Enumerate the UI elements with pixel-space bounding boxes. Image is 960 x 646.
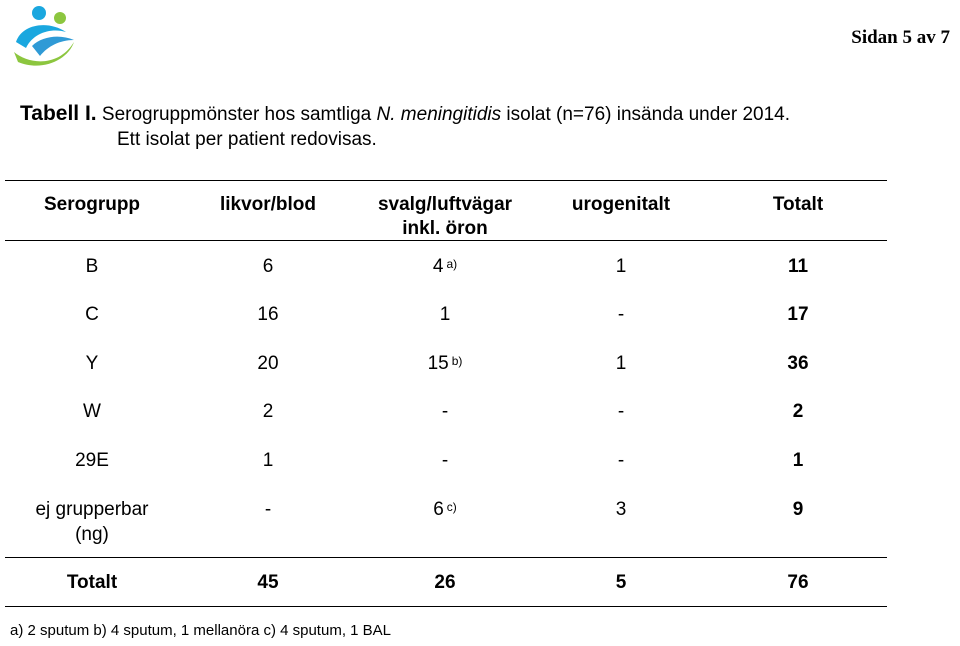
totals-top-rule <box>5 557 887 558</box>
cell-uro: - <box>617 401 625 422</box>
cell-svalg <box>355 352 535 376</box>
caption-label: Tabell I. <box>20 102 97 125</box>
cell-svalg <box>355 255 535 279</box>
cell-svalg-value: 15 <box>427 353 449 374</box>
table-bottom-rule <box>5 606 887 607</box>
cell-svalg-value: 6 <box>433 499 444 520</box>
cell-likvor: 16 <box>257 304 279 325</box>
caption-line-2: Ett isolat per patient redovisas. <box>117 129 377 150</box>
caption-italic: N. meningitidis <box>376 104 502 125</box>
cell-uro: 3 <box>615 499 627 520</box>
cell-svalg: - <box>441 401 449 422</box>
cell-total: 17 <box>787 304 809 325</box>
cell-likvor: 6 <box>262 256 274 277</box>
header-inkl-oron: inkl. öron <box>402 218 488 239</box>
totals-likvor: 45 <box>257 572 279 593</box>
cell-likvor: 2 <box>262 401 274 422</box>
cell-serogrupp: C <box>85 304 99 325</box>
caption-text-2: isolat (n=76) insända under 2014. <box>501 104 791 125</box>
cell-uro: - <box>617 450 625 471</box>
header-serogrupp: Serogrupp <box>43 194 141 215</box>
totals-total: 76 <box>787 572 809 593</box>
cell-likvor: 1 <box>262 450 274 471</box>
header-urogenitalt: urogenitalt <box>571 194 671 215</box>
cell-serogrupp: ej grupperbar <box>35 499 149 520</box>
cell-total: 36 <box>787 353 809 374</box>
cell-uro: - <box>617 304 625 325</box>
footnote-ref: b) <box>451 354 463 368</box>
table-top-rule <box>5 180 887 181</box>
totals-svalg: 26 <box>434 572 456 593</box>
header-svalg-luftvagar: svalg/luftvägar <box>377 194 513 215</box>
cell-likvor: - <box>264 499 272 520</box>
cell-svalg: 1 <box>439 304 451 325</box>
totals-uro: 5 <box>615 572 627 593</box>
header-likvor-blod: likvor/blod <box>219 194 317 215</box>
cell-uro: 1 <box>615 353 627 374</box>
footnote-ref: a) <box>446 257 458 271</box>
cell-likvor: 20 <box>257 353 279 374</box>
cell-total: 9 <box>792 499 804 520</box>
page-number: Sidan 5 av 7 <box>851 27 950 48</box>
totals-label: Totalt <box>66 572 118 593</box>
cell-svalg: - <box>441 450 449 471</box>
cell-serogrupp: B <box>85 256 99 277</box>
cell-svalg-value: 4 <box>432 256 444 277</box>
cell-total: 11 <box>787 256 809 277</box>
cell-serogrupp: W <box>83 401 101 422</box>
cell-total: 1 <box>792 450 804 471</box>
cell-serogrupp: Y <box>85 353 99 374</box>
cell-svalg <box>355 498 535 522</box>
cell-serogrupp: 29E <box>75 450 109 471</box>
organization-logo <box>8 2 80 74</box>
cell-serogrupp-line2: (ng) <box>75 524 109 545</box>
header-totalt: Totalt <box>772 194 824 215</box>
footnote-ref: c) <box>446 500 457 514</box>
cell-uro: 1 <box>615 256 627 277</box>
table-footnote: a) 2 sputum b) 4 sputum, 1 mellanöra c) 4 sputum, 1 BAL <box>10 622 392 639</box>
caption-text-1: Serogruppmönster hos samtliga <box>96 104 377 125</box>
table-caption <box>20 101 920 152</box>
cell-total: 2 <box>792 401 804 422</box>
